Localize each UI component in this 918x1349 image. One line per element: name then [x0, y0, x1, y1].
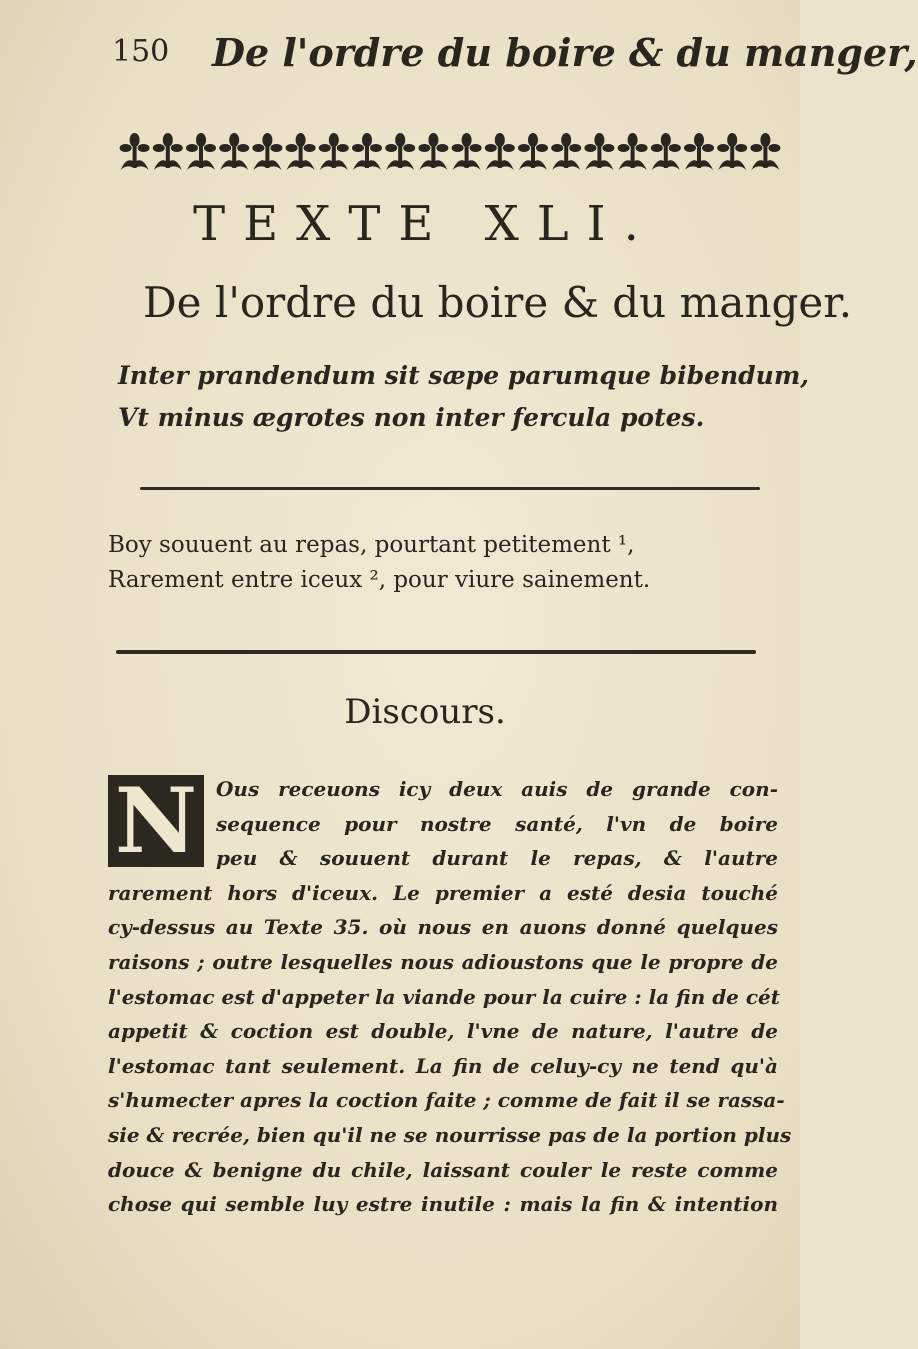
- fleuron-icon: [219, 133, 249, 170]
- discours-title: Discours.: [344, 692, 506, 732]
- section-title: De l'ordre du boire & du manger.: [143, 278, 853, 327]
- french-verse-line: Rarement entre iceux ², pour viure sainement.: [108, 567, 651, 593]
- fleuron-icon: [485, 133, 515, 170]
- divider-rule: [140, 487, 760, 490]
- page-header: [112, 30, 918, 80]
- divider-rule: [116, 650, 756, 654]
- fleuron-icon: [319, 133, 349, 170]
- body-line: l'estomac tant seulement. La fin de celuy-cy ne tend qu'à: [108, 1053, 778, 1078]
- body-line: sie & recrée, bien qu'il ne se nourrisse pas de la portion plus: [108, 1122, 792, 1147]
- fleuron-icon: [518, 133, 548, 170]
- fleuron-icon: [186, 133, 216, 170]
- fleuron-icon: [651, 133, 681, 170]
- body-line: cy-dessus au Texte 35. où nous en auons donné quelques: [108, 915, 778, 940]
- fleuron-icon: [452, 133, 482, 170]
- fleuron-icon: [618, 133, 648, 170]
- body-line: Ous receuons icy deux auis de grande con-: [216, 777, 778, 801]
- body-line: chose qui semble luy estre inutile : mais la fin & intention: [108, 1192, 778, 1217]
- fleuron-band-icon: [118, 128, 782, 176]
- fleuron-icon: [418, 133, 448, 170]
- running-head: De l'ordre du boire & du manger,: [212, 30, 918, 75]
- body-line: peu & souuent durant le repas, & l'autre: [216, 846, 778, 871]
- fleuron-icon: [684, 133, 714, 170]
- texte-number: TEXTE XLI.: [193, 196, 657, 252]
- fleuron-icon: [584, 133, 614, 170]
- fleuron-icon: [286, 133, 316, 170]
- latin-verse-line: Vt minus ægrotes non inter fercula potes.: [118, 403, 705, 432]
- page-number: 150: [112, 34, 170, 69]
- body-line: raisons ; outre lesquelles nous adioustons que le propre de: [108, 949, 778, 974]
- fleuron-icon: [717, 133, 747, 170]
- latin-verse: [118, 355, 809, 439]
- latin-verse-line: Inter prandendum sit sæpe parumque bibendum,: [118, 361, 809, 390]
- fleuron-icon: [750, 133, 780, 170]
- body-line: s'humecter apres la coction faite ; comme de fait il se rassa-: [108, 1088, 785, 1113]
- fleuron-icon: [352, 133, 382, 170]
- drop-cap-letter: N: [114, 768, 198, 874]
- body-line: appetit & coction est double, l'vne de nature, l'autre de: [108, 1019, 778, 1044]
- french-verse-line: Boy souuent au repas, pourtant petitement ¹,: [108, 532, 635, 558]
- fleuron-icon: [120, 133, 150, 170]
- body-line: l'estomac est d'appeter la viande pour la cuire : la fin de cét: [108, 984, 781, 1009]
- fleuron-icon: [153, 133, 183, 170]
- french-verse: [108, 528, 650, 598]
- body-line: sequence pour nostre santé, l'vn de boire: [216, 811, 778, 836]
- fleuron-icon: [252, 133, 282, 170]
- body-line: douce & benigne du chile, laissant couler le reste comme: [108, 1157, 778, 1182]
- fleuron-icon: [385, 133, 415, 170]
- body-line: rarement hors d'iceux. Le premier a esté desia touché: [108, 880, 778, 905]
- discours-body: [108, 768, 792, 1222]
- fleuron-icon: [551, 133, 581, 170]
